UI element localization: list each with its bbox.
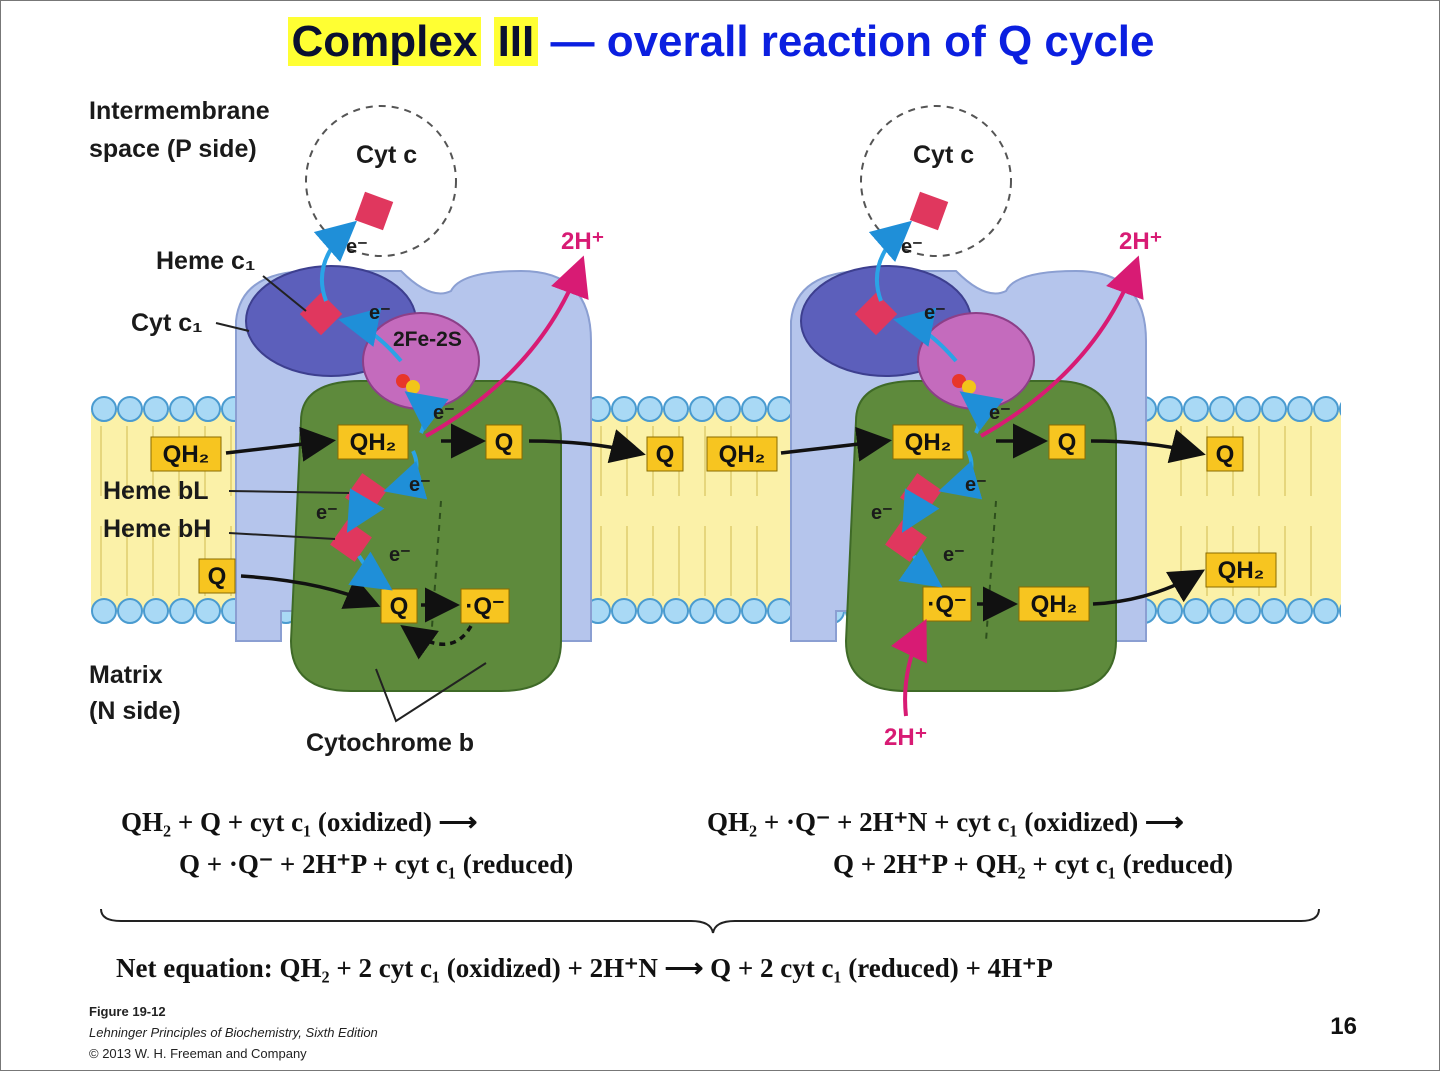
q-label-right-pool: Q bbox=[1215, 441, 1235, 468]
cyt-c-label-right: Cyt c bbox=[913, 141, 975, 169]
heme-cytc-right bbox=[910, 192, 948, 230]
title-complex: Complex bbox=[288, 17, 482, 66]
matrix-label-1: Matrix bbox=[89, 661, 163, 689]
equation-right-line2: Q + 2H⁺P + QH₂ + cyt c₁ (reduced) bbox=[833, 849, 1234, 879]
equation-right-line1: QH₂ + ·Q⁻ + 2H⁺N + cyt c₁ (oxidized) ⟶ bbox=[707, 807, 1184, 837]
qh2-label-left-site: QH₂ bbox=[349, 429, 397, 456]
fe-s-label: 2Fe-2S bbox=[393, 328, 462, 351]
page-number: 16 bbox=[1330, 1013, 1357, 1040]
qh2-label-right-pool: QH₂ bbox=[1217, 557, 1265, 584]
figure-credit: Figure 19-12 bbox=[89, 1004, 166, 1019]
heme-cytc-left bbox=[355, 192, 393, 230]
e-label-left-5: e⁻ bbox=[316, 502, 338, 524]
e-label-left-1: e⁻ bbox=[346, 236, 368, 258]
book-credit: Lehninger Principles of Biochemistry, Sixth Edition bbox=[89, 1025, 378, 1040]
e-label-right-2: e⁻ bbox=[924, 302, 946, 324]
qh2-label-middle: QH₂ bbox=[718, 441, 766, 468]
intermembrane-label-1: Intermembrane bbox=[89, 97, 270, 125]
fes-cluster-right-2 bbox=[962, 380, 976, 394]
e-label-right-4: e⁻ bbox=[965, 474, 987, 496]
e-label-right-5: e⁻ bbox=[871, 502, 893, 524]
heme-c1-label: Heme c₁ bbox=[156, 247, 256, 275]
e-label-left-4: e⁻ bbox=[409, 474, 431, 496]
q-label-middle: Q bbox=[655, 441, 675, 468]
cyt-c-label-left: Cyt c bbox=[356, 141, 418, 169]
title-rest: — overall reaction of Q cycle bbox=[550, 17, 1155, 66]
heme-bh-label: Heme bH bbox=[103, 515, 212, 543]
cytochrome-b-label: Cytochrome b bbox=[306, 729, 475, 757]
qh2-label-right-site: QH₂ bbox=[904, 429, 952, 456]
e-label-right-3: e⁻ bbox=[989, 402, 1011, 424]
iron-sulfur-protein-right bbox=[918, 313, 1034, 409]
e-label-left-6: e⁻ bbox=[389, 544, 411, 566]
intermembrane-label-2: space (P side) bbox=[89, 135, 257, 163]
equation-left-line2: Q + ·Q⁻ + 2H⁺P + cyt c₁ (reduced) bbox=[179, 849, 574, 879]
q-label-left-qn: Q bbox=[389, 593, 409, 620]
e-label-right-6: e⁻ bbox=[943, 544, 965, 566]
two-h-label-left: 2H⁺ bbox=[561, 228, 605, 255]
cyt-c-circle-right bbox=[861, 106, 1011, 256]
q-cycle-diagram bbox=[1, 1, 1440, 1072]
summation-brace bbox=[101, 909, 1319, 933]
matrix-label-2: (N side) bbox=[89, 697, 181, 725]
cyt-c1-label: Cyt c₁ bbox=[131, 309, 203, 337]
title-roman: III bbox=[494, 17, 539, 66]
heme-bl-label: Heme bL bbox=[103, 477, 209, 505]
semiquinone-label-right: ·Q⁻ bbox=[927, 591, 967, 618]
qh2-label-right-qn: QH₂ bbox=[1030, 591, 1078, 618]
e-label-left-2: e⁻ bbox=[369, 302, 391, 324]
e-label-right-1: e⁻ bbox=[901, 236, 923, 258]
q-label-left-out: Q bbox=[494, 429, 514, 456]
two-h-label-right-in: 2H⁺ bbox=[884, 724, 928, 751]
copyright-credit: © 2013 W. H. Freeman and Company bbox=[89, 1046, 307, 1061]
net-equation: Net equation: QH₂ + 2 cyt c₁ (oxidized) + 2H⁺N ⟶ Q + 2 cyt c₁ (reduced) + 4H⁺P bbox=[116, 953, 1053, 983]
q-label-right-out: Q bbox=[1057, 429, 1077, 456]
e-label-left-3: e⁻ bbox=[433, 402, 455, 424]
equation-left-line1: QH₂ + Q + cyt c₁ (oxidized) ⟶ bbox=[121, 807, 478, 837]
fes-cluster-left-2 bbox=[406, 380, 420, 394]
qh2-label-left-pool: QH₂ bbox=[162, 441, 210, 468]
cyt-c-circle-left bbox=[306, 106, 456, 256]
two-h-label-right-out: 2H⁺ bbox=[1119, 228, 1163, 255]
semiquinone-label-left: ·Q⁻ bbox=[465, 593, 505, 620]
q-label-left-in: Q bbox=[207, 563, 227, 590]
